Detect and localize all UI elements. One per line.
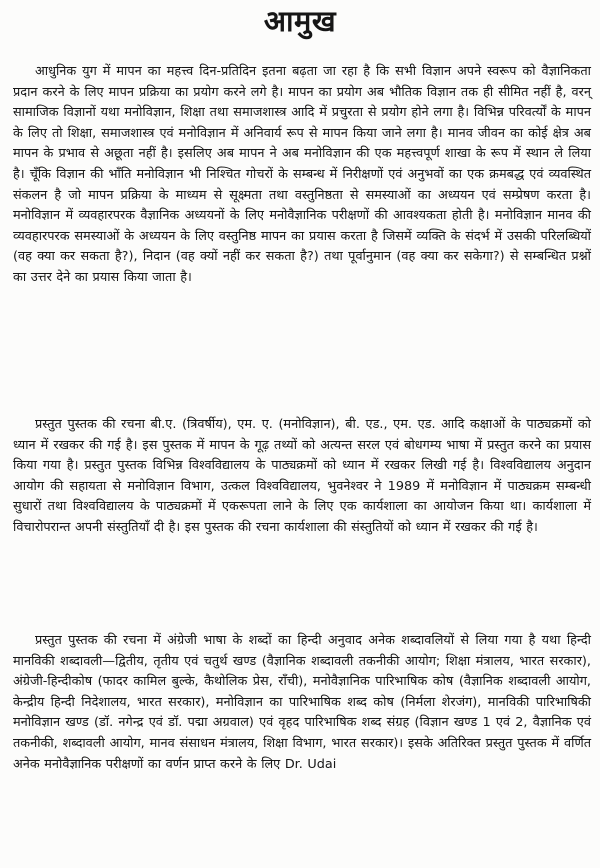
paragraph-2: प्रस्तुत पुस्तक की रचना बी.ए. (त्रिवर्षीय), एम. ए. (मनोविज्ञान), बी. एड., एम. एड. आदि कक्षाओं के पाठ्यक्रमों को ध्यान में रखकर की गई है। इस पुस्तक में मापन के गूढ़ तथ्यों को अत्यन्त सरल एवं बोधगम्य भाषा में प्रस्तुत करने का प्रयास किया गया है। प्रस्तुत पुस्तक विभिन्न विश्वविद्यालय के पाठ्यक्रमों को ध्यान में रखकर लिखी गई है। विश्वविद्यालय अनुदान आयोग की सहायता से मनोविज्ञान विभाग, उत्कल विश्वविद्यालय, भुवनेश्वर ने 1989 में मनोविज्ञान में पाठ्यक्रम सम्बन्धी सुधारों तथा विश्वविद्यालय के पाठ्यक्रमों में एकरूपता लाने के लिए एक कार्यशाला का आयोजन किया था। कार्यशाला में विचारोपरान्त अपनी संस्तुतियाँ दी है। इस पुस्तक की रचना कार्यशाला की संस्तुतियों को ध्यान में रखकर की गई है। bbox=[13, 417, 591, 535]
paragraph-1: आधुनिक युग में मापन का महत्त्व दिन-प्रतिदिन इतना बढ़ता जा रहा है कि सभी विज्ञान अपने स्वरूप को वैज्ञानिकता प्रदान करने के लिए मापन प्रक्रिया का प्रयोग करने लगे है। मापन का प्रयोग अब भौतिक विज्ञान तक ही सीमित नहीं है, वरन् सामाजिक विज्ञानों यथा मनोविज्ञान, शिक्षा तथा समाजशास्त्र आदि में प्रचुरता से प्रयोग होने लगा है। विभिन्न परिवर्त्यों के मापन के लिए तो शिक्षा, समाजशास्त्र एवं मनोविज्ञान में अनिवार्य रूप से मापन किया जाने लगा है। मानव जीवन का कोई क्षेत्र अब मापन के प्रभाव से अछूता नहीं है। इसलिए अब मापन ने अब मनोविज्ञान की एक महत्त्वपूर्ण शाखा के रूप में स्थान ले लिया है। चूँकि विज्ञान की भाँति मनोविज्ञान भी निश्चित गोचरों के सम्बन्ध में निरीक्षणों एवं अनुभवों का एक क्रमबद्ध एवं व्यवस्थित संकलन है जो मापन प्रक्रिया के माध्यम से सूक्ष्मता तथा वस्तुनिष्ठता से समस्याओं का अध्ययन एवं सम्प्रेषण करता है। मनोविज्ञान में व्यवहारपरक वैज्ञानिक अध्ययनों के लिए मनोवैज्ञानिक परीक्षणों की आवश्यकता होती है। मनोविज्ञान मानव की व्यवहारपरक समस्याओं के अध्ययन के लिए वस्तुनिष्ठ मापन का प्रयास करता है जिसमें व्यक्ति के संदर्भ में उसकी परिलब्धियों (वह क्या कर सकता है?), निदान (वह क्यों नहीं कर सकता है?) तथा पूर्वानुमान (वह क्या कर सकेगा?) से सम्बन्धित प्रश्नों का उत्तर देने का प्रयास किया जाता है। bbox=[13, 64, 591, 285]
page-title: आमुख bbox=[263, 4, 337, 38]
paragraph-3: प्रस्तुत पुस्तक की रचना में अंग्रेजी भाषा के शब्दों का हिन्दी अनुवाद अनेक शब्दावलियों से लिया गया है यथा हिन्दी मानविकी शब्दावली—द्वितीय, तृतीय एवं चतुर्थ खण्ड (वैज्ञानिक शब्दावली तकनीकी आयोग; शिक्षा मंत्रालय, भारत सरकार), अंग्रेजी-हिन्दीकोष (फादर कामिल बुल्के, कैथोलिक प्रेस, राँची), मनोवैज्ञानिक पारिभाषिक कोष (वैज्ञानिक शब्दावली आयोग, केन्द्रीय हिन्दी निदेशालय, भारत सरकार), मनोविज्ञान का पारिभाषिक शब्द कोष (निर्मला शेरजंग), मानविकी पारिभाषिकी मनोविज्ञान खण्ड (डॉ. नगेन्द्र एवं डॉ. पद्मा अग्रवाल) एवं वृहद पारिभाषिक शब्द संग्रह (विज्ञान खण्ड 1 एवं 2, वैज्ञानिक एवं तकनीकी, शब्दावली आयोग, मानव संसाधन मंत्रालय, शिक्षा विभाग, भारत सरकार)। इसके अतिरिक्त प्रस्तुत पुस्तक में वर्णित अनेक मनोवैज्ञानिक परीक्षणों का वर्णन प्राप्त करने के लिए Dr. Udai bbox=[13, 633, 591, 772]
